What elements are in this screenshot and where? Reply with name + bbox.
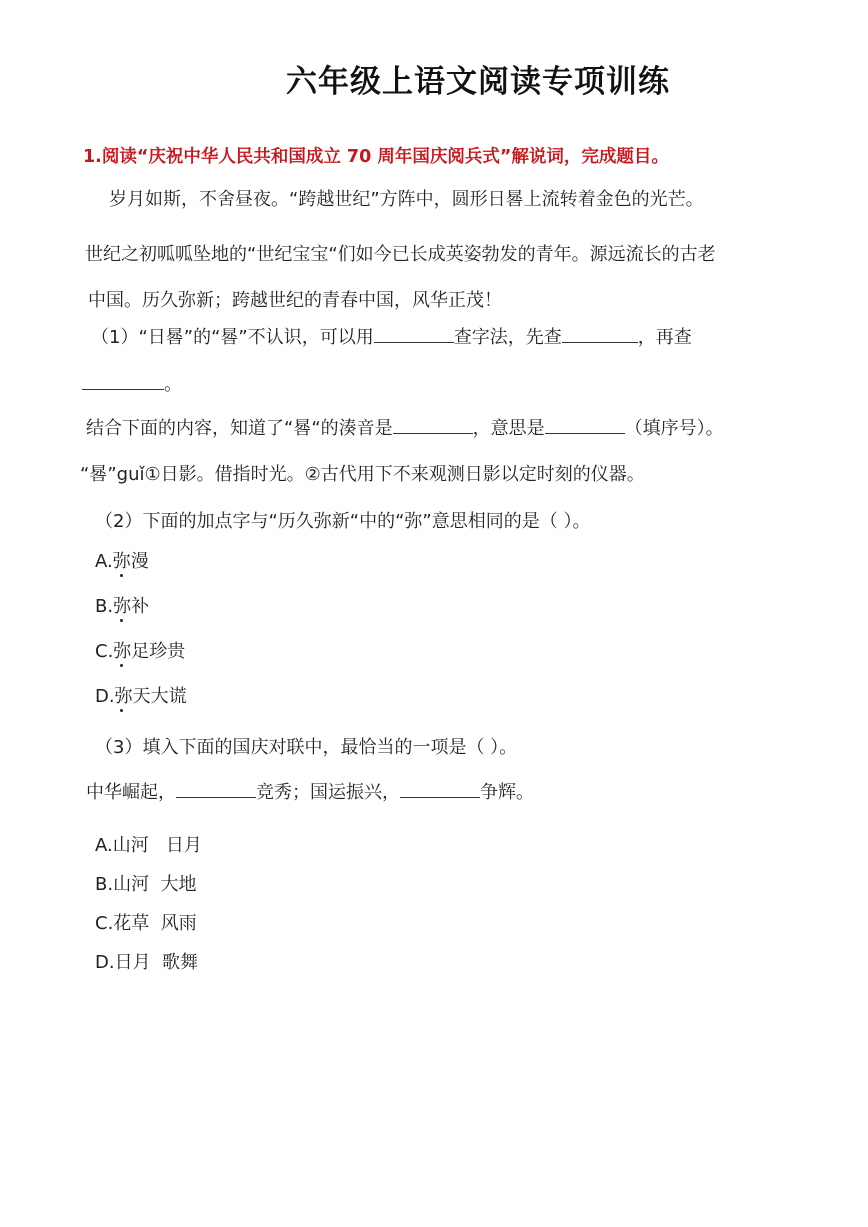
q3-option-d[interactable]: D.日月 歌舞: [95, 952, 199, 973]
q2-option-d[interactable]: D.弥天大谎: [95, 686, 187, 707]
passage-line-1: 岁月如斯，不舍昼夜。“跨越世纪”方阵中，圆形日晷上流转着金色的光芒。: [109, 189, 704, 210]
q1-line-2: [82, 370, 182, 396]
answer-blank[interactable]: [545, 414, 625, 434]
question-header: 1.阅读“庆祝中华人民共和国成立 70 周年国庆阅兵式”解说词，完成题目。: [83, 147, 669, 167]
answer-blank[interactable]: [82, 370, 164, 390]
q1-text-a: （1）“日晷”的“晷”不认识，可以用: [91, 327, 374, 348]
q3-option-b[interactable]: B.山河 大地: [95, 874, 197, 895]
passage-line-2: 世纪之初呱呱坠地的“世纪宝宝“们如今已长成英姿勃发的青年。源远流长的古老: [85, 244, 716, 265]
answer-blank[interactable]: [400, 778, 480, 798]
q2-option-a[interactable]: A.弥漫: [95, 551, 149, 572]
page-title: 六年级上语文阅读专项训练: [286, 64, 670, 100]
answer-blank[interactable]: [176, 778, 256, 798]
q3-option-a[interactable]: A.山河 日月: [95, 835, 202, 856]
q1-line-1: [91, 323, 692, 349]
q3-option-c[interactable]: C.花草 风雨: [95, 913, 197, 934]
couplet-text-c: 争辉。: [480, 782, 534, 803]
passage-line-3: 中国。历久弥新；跨越世纪的青春中国，风华正茂！: [88, 290, 502, 311]
q2-option-b[interactable]: B.弥补: [95, 596, 150, 617]
q1-text-c: ，再查: [637, 327, 692, 348]
q1-definition: “晷”guǐ①日影。借指时光。②古代用下不来观测日影以定时刻的仪器。: [80, 464, 645, 485]
q1-text-g: （填序号）。: [624, 418, 724, 439]
q1-text-e: 结合下面的内容，知道了“晷“的湊音是: [86, 418, 393, 439]
couplet-text-b: 竞秀；国运振兴，: [256, 782, 400, 803]
q3-couplet: [86, 778, 534, 804]
emphasis-dot: [120, 664, 123, 667]
q2-stem: （2）下面的加点字与“历久弥新“中的“弥”意思相同的是（ ）。: [95, 511, 591, 532]
q1-text-d: 。: [164, 374, 182, 395]
answer-blank[interactable]: [562, 323, 638, 343]
emphasis-dot: [120, 709, 123, 712]
q1-line-3: [86, 414, 724, 440]
q1-text-f: ，意思是: [472, 418, 545, 439]
answer-blank[interactable]: [374, 323, 454, 343]
q1-text-b: 查字法，先查: [453, 327, 562, 348]
q2-option-c[interactable]: C.弥足珍贵: [95, 641, 186, 662]
couplet-text-a: 中华崛起，: [86, 782, 176, 803]
emphasis-dot: [120, 619, 123, 622]
answer-blank[interactable]: [393, 414, 473, 434]
q3-stem: （3）填入下面的国庆对联中，最恰当的一项是（ ）。: [95, 737, 518, 758]
emphasis-dot: [120, 574, 123, 577]
